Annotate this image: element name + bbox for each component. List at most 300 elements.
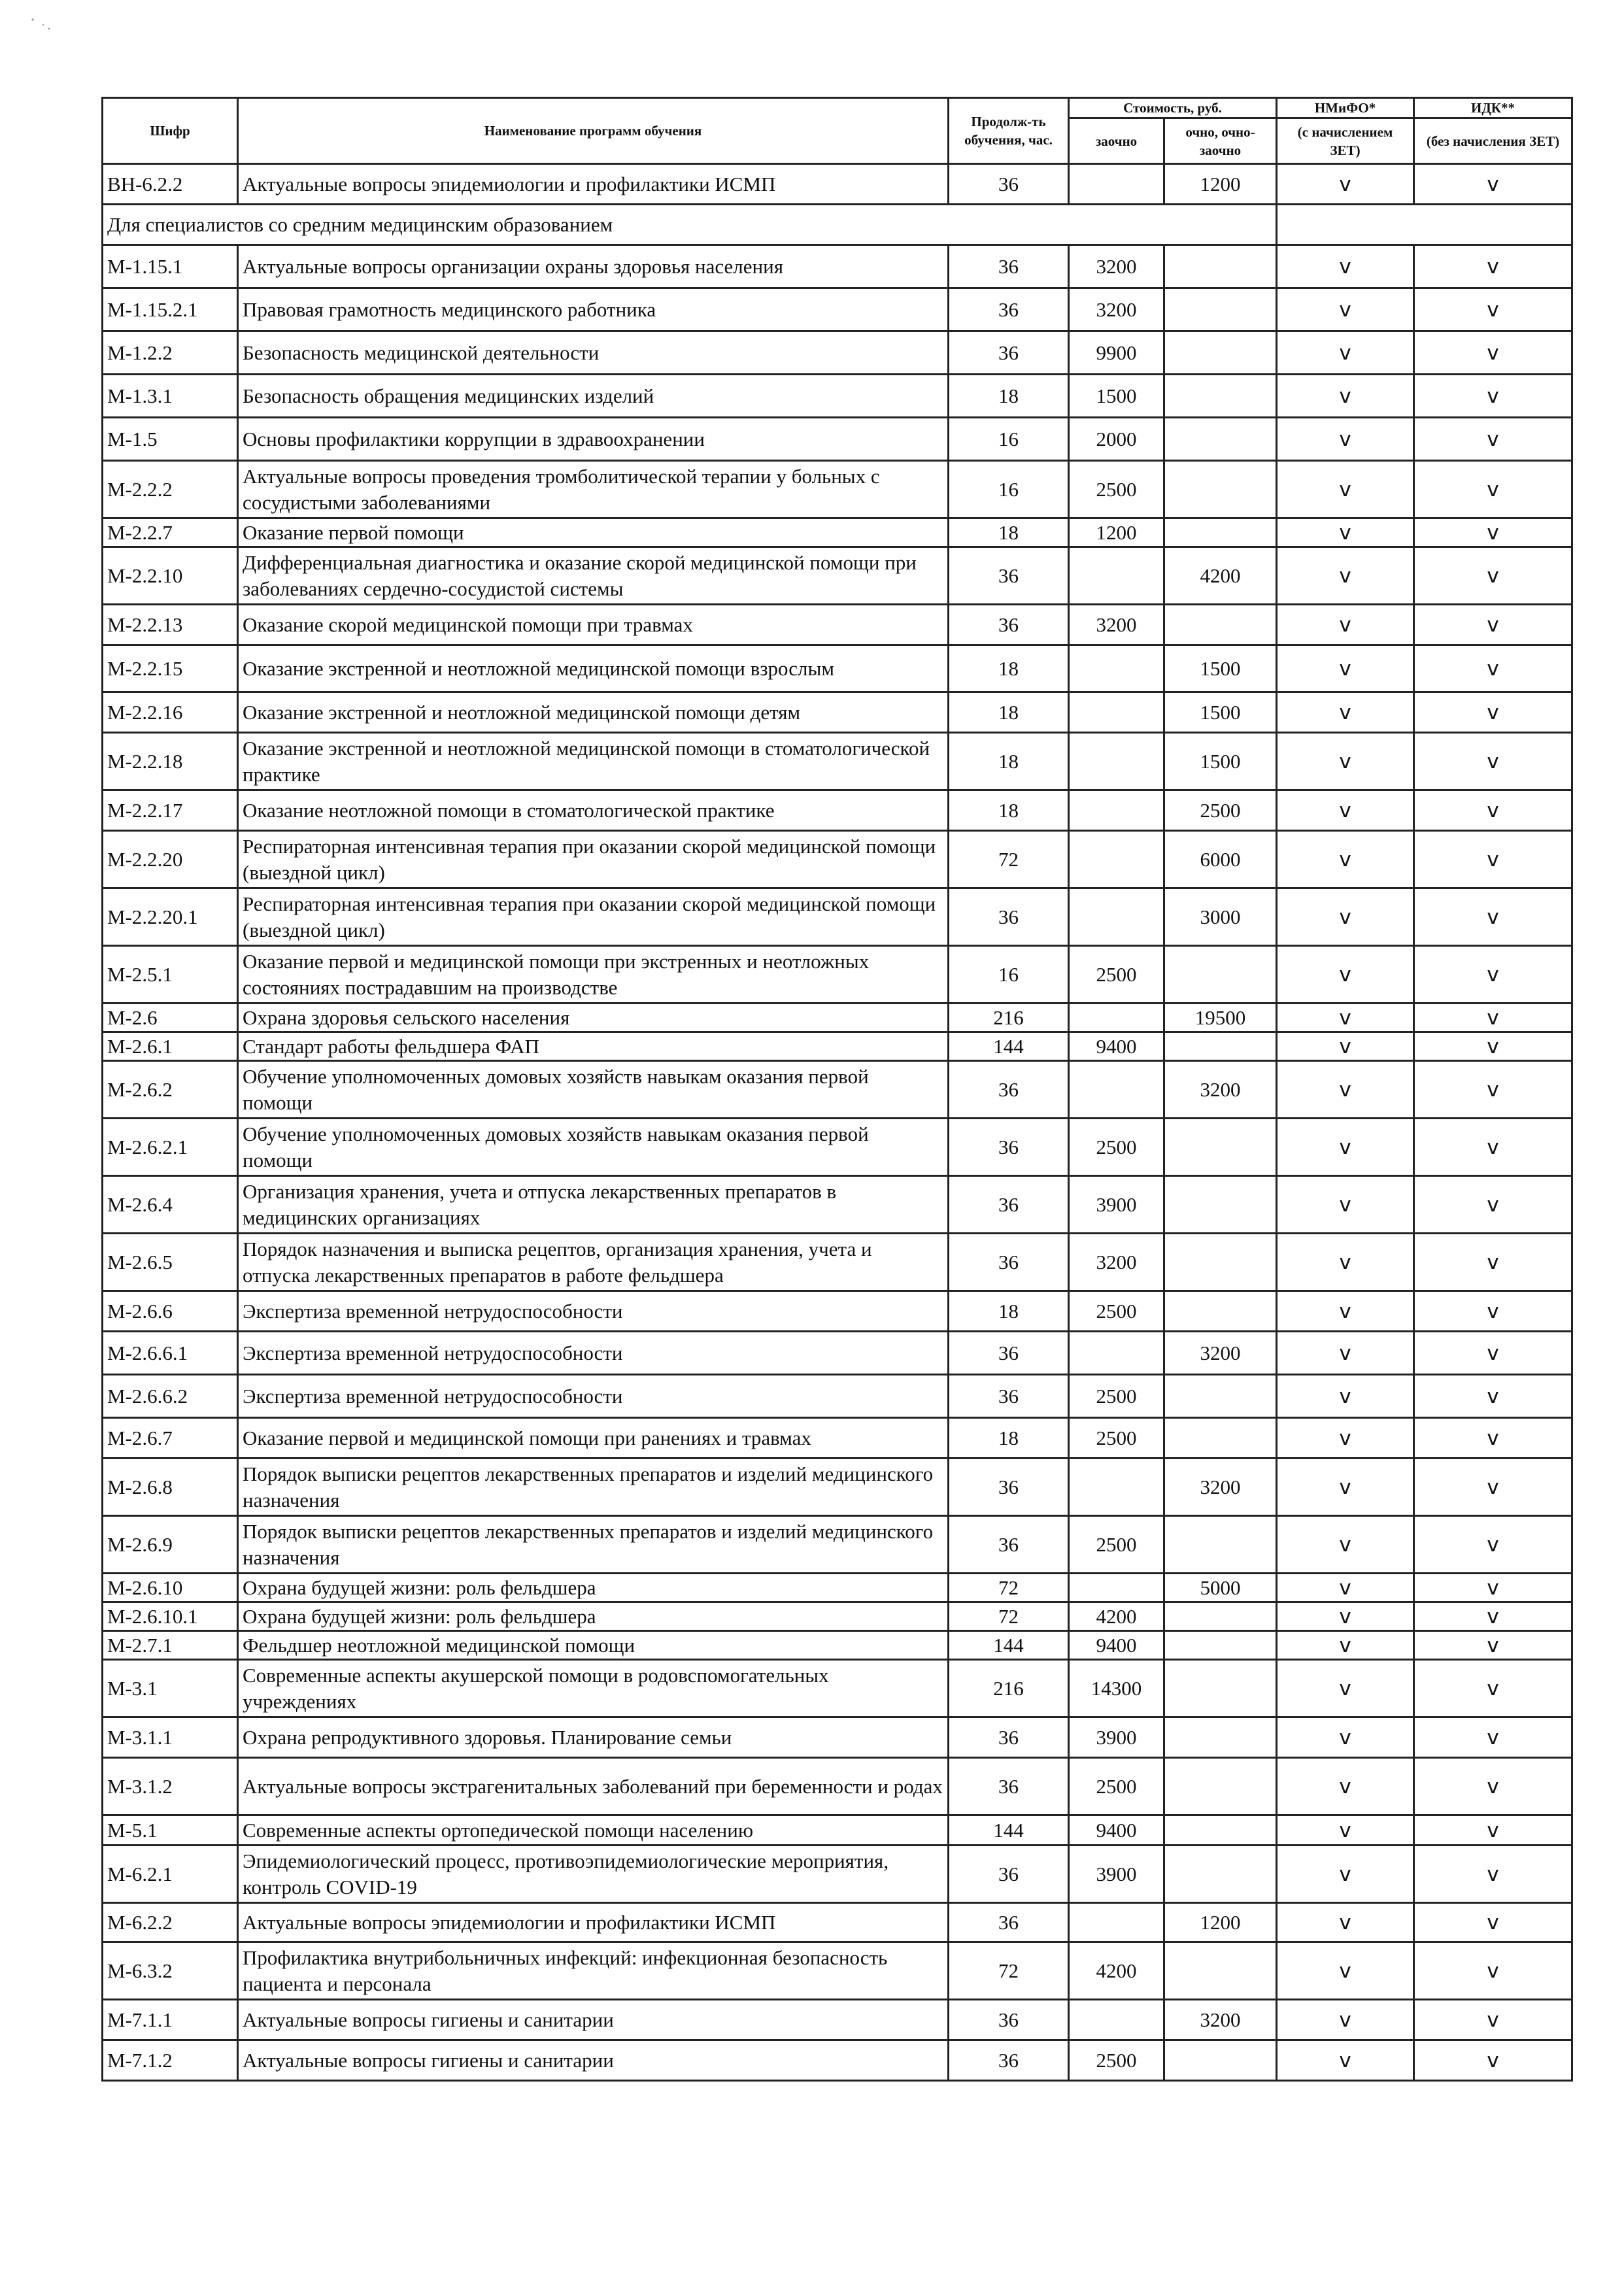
row-name: Оказание неотложной помощи в стоматологической практике bbox=[238, 790, 949, 831]
row-cost-mixed bbox=[1164, 461, 1277, 518]
row-name: Оказание скорой медицинской помощи при травмах bbox=[238, 605, 949, 645]
row-cost-distance bbox=[1069, 645, 1164, 692]
row-code: М-2.2.10 bbox=[103, 547, 238, 605]
row-idk-mark: v bbox=[1414, 1516, 1572, 1574]
row-idk-mark: v bbox=[1414, 1375, 1572, 1418]
row-code: М-2.6.2 bbox=[103, 1061, 238, 1119]
table-row bbox=[103, 518, 1572, 547]
row-idk-mark: v bbox=[1414, 888, 1572, 946]
row-cost-mixed: 1500 bbox=[1164, 645, 1277, 692]
header-nmifo-note: (с начислением ЗЕТ) bbox=[1277, 118, 1414, 164]
row-nmifo-mark: v bbox=[1277, 2040, 1414, 2081]
row-idk-mark: v bbox=[1414, 1717, 1572, 1758]
row-cost-mixed bbox=[1164, 1176, 1277, 1234]
row-code: М-2.6.2.1 bbox=[103, 1119, 238, 1176]
row-name: Обучение уполномоченных домовых хозяйств навыкам оказания первой помощи bbox=[238, 1119, 949, 1176]
row-idk-mark: v bbox=[1414, 245, 1572, 288]
row-cost-mixed bbox=[1164, 1516, 1277, 1574]
row-hours: 144 bbox=[949, 1815, 1069, 1846]
row-code: М-2.6.4 bbox=[103, 1176, 238, 1234]
row-code: М-2.6.9 bbox=[103, 1516, 238, 1574]
row-idk-mark: v bbox=[1414, 1631, 1572, 1660]
row-code: М-2.7.1 bbox=[103, 1631, 238, 1660]
table-row bbox=[103, 1032, 1572, 1061]
row-hours: 36 bbox=[949, 1119, 1069, 1176]
row-name: Актуальные вопросы эпидемиологии и профилактики ИСМП bbox=[238, 164, 949, 205]
row-nmifo-mark: v bbox=[1277, 1291, 1414, 1332]
row-name: Современные аспекты ортопедической помощи населению bbox=[238, 1815, 949, 1846]
row-idk-mark: v bbox=[1414, 1846, 1572, 1903]
row-nmifo-mark: v bbox=[1277, 1061, 1414, 1119]
row-name: Правовая грамотность медицинского работника bbox=[238, 288, 949, 331]
row-cost-mixed: 6000 bbox=[1164, 831, 1277, 888]
row-name: Респираторная интенсивная терапия при оказании скорой медицинской помощи (выездной цикл) bbox=[238, 888, 949, 946]
table-row bbox=[103, 2040, 1572, 2081]
row-name: Профилактика внутрибольничных инфекций: инфекционная безопасность пациента и персонала bbox=[238, 1942, 949, 2000]
row-name: Оказание экстренной и неотложной медицинской помощи в стоматологической практике bbox=[238, 733, 949, 790]
row-code: М-3.1.1 bbox=[103, 1717, 238, 1758]
row-code: М-1.15.2.1 bbox=[103, 288, 238, 331]
row-name: Актуальные вопросы гигиены и санитарии bbox=[238, 2040, 949, 2081]
row-name: Обучение уполномоченных домовых хозяйств навыкам оказания первой помощи bbox=[238, 1061, 949, 1119]
row-cost-distance: 9400 bbox=[1069, 1815, 1164, 1846]
table-row bbox=[103, 1119, 1572, 1176]
row-hours: 36 bbox=[949, 1846, 1069, 1903]
table-row bbox=[103, 888, 1572, 946]
row-idk-mark: v bbox=[1414, 1234, 1572, 1291]
row-nmifo-mark: v bbox=[1277, 831, 1414, 888]
price-table bbox=[101, 97, 1573, 2082]
row-idk-mark: v bbox=[1414, 1176, 1572, 1234]
row-code: М-2.2.2 bbox=[103, 461, 238, 518]
row-name: Оказание экстренной и неотложной медицинской помощи взрослым bbox=[238, 645, 949, 692]
row-name: Актуальные вопросы эпидемиологии и профилактики ИСМП bbox=[238, 1903, 949, 1942]
row-hours: 36 bbox=[949, 1903, 1069, 1942]
row-nmifo-mark: v bbox=[1277, 1717, 1414, 1758]
row-cost-distance: 3900 bbox=[1069, 1846, 1164, 1903]
row-cost-mixed: 19500 bbox=[1164, 1004, 1277, 1032]
row-hours: 18 bbox=[949, 645, 1069, 692]
row-nmifo-mark: v bbox=[1277, 1602, 1414, 1631]
row-hours: 36 bbox=[949, 245, 1069, 288]
row-cost-distance bbox=[1069, 1004, 1164, 1032]
row-cost-distance bbox=[1069, 733, 1164, 790]
row-nmifo-mark: v bbox=[1277, 518, 1414, 547]
table-row bbox=[103, 1176, 1572, 1234]
row-code: М-1.5 bbox=[103, 418, 238, 461]
row-idk-mark: v bbox=[1414, 1119, 1572, 1176]
row-nmifo-mark: v bbox=[1277, 1574, 1414, 1602]
table-row bbox=[103, 1602, 1572, 1631]
row-idk-mark: v bbox=[1414, 1459, 1572, 1516]
row-name: Экспертиза временной нетрудоспособности bbox=[238, 1291, 949, 1332]
row-idk-mark: v bbox=[1414, 2000, 1572, 2040]
row-hours: 72 bbox=[949, 831, 1069, 888]
row-cost-mixed bbox=[1164, 2040, 1277, 2081]
row-code: М-2.2.17 bbox=[103, 790, 238, 831]
scan-speck bbox=[29, 14, 55, 34]
row-cost-distance bbox=[1069, 790, 1164, 831]
table-row bbox=[103, 1459, 1572, 1516]
row-name: Организация хранения, учета и отпуска лекарственных препаратов в медицинских организациях bbox=[238, 1176, 949, 1234]
row-hours: 72 bbox=[949, 1942, 1069, 2000]
table-row bbox=[103, 831, 1572, 888]
row-name: Оказание первой и медицинской помощи при ранениях и травмах bbox=[238, 1418, 949, 1459]
row-cost-distance bbox=[1069, 888, 1164, 946]
row-nmifo-mark: v bbox=[1277, 1942, 1414, 2000]
row-idk-mark: v bbox=[1414, 1574, 1572, 1602]
row-code: М-2.2.20.1 bbox=[103, 888, 238, 946]
row-code: М-7.1.1 bbox=[103, 2000, 238, 2040]
row-nmifo-mark: v bbox=[1277, 1815, 1414, 1846]
row-code: М-2.5.1 bbox=[103, 946, 238, 1004]
row-code: М-6.2.2 bbox=[103, 1903, 238, 1942]
row-nmifo-mark: v bbox=[1277, 1032, 1414, 1061]
row-cost-distance bbox=[1069, 692, 1164, 733]
row-name: Безопасность обращения медицинских изделий bbox=[238, 375, 949, 418]
section-empty-cell bbox=[1277, 205, 1572, 245]
row-cost-distance: 2500 bbox=[1069, 1516, 1164, 1574]
row-cost-distance: 2500 bbox=[1069, 1291, 1164, 1332]
row-nmifo-mark: v bbox=[1277, 946, 1414, 1004]
row-nmifo-mark: v bbox=[1277, 375, 1414, 418]
row-nmifo-mark: v bbox=[1277, 733, 1414, 790]
row-cost-mixed bbox=[1164, 946, 1277, 1004]
row-cost-mixed bbox=[1164, 1234, 1277, 1291]
row-idk-mark: v bbox=[1414, 518, 1572, 547]
row-name: Порядок выписки рецептов лекарственных препаратов и изделий медицинского назначения bbox=[238, 1516, 949, 1574]
row-cost-mixed: 5000 bbox=[1164, 1574, 1277, 1602]
row-nmifo-mark: v bbox=[1277, 245, 1414, 288]
header-nmifo: НМиФО* bbox=[1277, 98, 1414, 118]
row-cost-distance: 2500 bbox=[1069, 1119, 1164, 1176]
row-name: Оказание первой помощи bbox=[238, 518, 949, 547]
row-cost-mixed bbox=[1164, 1815, 1277, 1846]
row-idk-mark: v bbox=[1414, 1291, 1572, 1332]
row-cost-distance: 1200 bbox=[1069, 518, 1164, 547]
row-cost-mixed bbox=[1164, 1660, 1277, 1717]
row-cost-mixed: 1200 bbox=[1164, 164, 1277, 205]
row-cost-mixed bbox=[1164, 1375, 1277, 1418]
row-code: М-2.6.6 bbox=[103, 1291, 238, 1332]
row-idk-mark: v bbox=[1414, 331, 1572, 375]
row-cost-mixed bbox=[1164, 245, 1277, 288]
row-cost-distance: 9900 bbox=[1069, 331, 1164, 375]
table-row bbox=[103, 288, 1572, 331]
table-row bbox=[103, 1061, 1572, 1119]
row-cost-distance bbox=[1069, 2000, 1164, 2040]
row-hours: 18 bbox=[949, 790, 1069, 831]
row-cost-distance: 2500 bbox=[1069, 1375, 1164, 1418]
row-idk-mark: v bbox=[1414, 288, 1572, 331]
row-hours: 18 bbox=[949, 518, 1069, 547]
header-cost-distance: заочно bbox=[1069, 118, 1164, 164]
row-name: Современные аспекты акушерской помощи в родовспомогательных учреждениях bbox=[238, 1660, 949, 1717]
row-cost-distance bbox=[1069, 831, 1164, 888]
row-code: М-2.6.1 bbox=[103, 1032, 238, 1061]
row-cost-distance: 3200 bbox=[1069, 288, 1164, 331]
table-row bbox=[103, 1631, 1572, 1660]
row-nmifo-mark: v bbox=[1277, 1516, 1414, 1574]
row-name: Актуальные вопросы организации охраны здоровья населения bbox=[238, 245, 949, 288]
row-cost-mixed: 1200 bbox=[1164, 1903, 1277, 1942]
row-name: Актуальные вопросы гигиены и санитарии bbox=[238, 2000, 949, 2040]
row-cost-mixed: 3000 bbox=[1164, 888, 1277, 946]
row-hours: 72 bbox=[949, 1602, 1069, 1631]
row-hours: 36 bbox=[949, 1459, 1069, 1516]
row-code: М-2.2.15 bbox=[103, 645, 238, 692]
row-nmifo-mark: v bbox=[1277, 1903, 1414, 1942]
row-name: Охрана здоровья сельского населения bbox=[238, 1004, 949, 1032]
row-nmifo-mark: v bbox=[1277, 1375, 1414, 1418]
row-cost-distance: 2500 bbox=[1069, 461, 1164, 518]
table-row bbox=[103, 418, 1572, 461]
row-hours: 216 bbox=[949, 1660, 1069, 1717]
row-hours: 36 bbox=[949, 1375, 1069, 1418]
row-nmifo-mark: v bbox=[1277, 2000, 1414, 2040]
row-code: М-1.15.1 bbox=[103, 245, 238, 288]
row-cost-mixed bbox=[1164, 1291, 1277, 1332]
row-hours: 18 bbox=[949, 1291, 1069, 1332]
row-cost-distance: 2500 bbox=[1069, 946, 1164, 1004]
row-hours: 18 bbox=[949, 733, 1069, 790]
row-cost-mixed: 3200 bbox=[1164, 2000, 1277, 2040]
row-hours: 36 bbox=[949, 2040, 1069, 2081]
row-code: М-1.2.2 bbox=[103, 331, 238, 375]
row-nmifo-mark: v bbox=[1277, 461, 1414, 518]
row-idk-mark: v bbox=[1414, 1758, 1572, 1815]
row-idk-mark: v bbox=[1414, 418, 1572, 461]
row-code: М-2.2.16 bbox=[103, 692, 238, 733]
table-row bbox=[103, 1717, 1572, 1758]
row-nmifo-mark: v bbox=[1277, 1004, 1414, 1032]
table-body bbox=[103, 164, 1572, 2081]
table-row bbox=[103, 645, 1572, 692]
row-hours: 36 bbox=[949, 1234, 1069, 1291]
row-code: М-2.2.20 bbox=[103, 831, 238, 888]
row-name: Стандарт работы фельдшера ФАП bbox=[238, 1032, 949, 1061]
row-hours: 72 bbox=[949, 1574, 1069, 1602]
header-cost-mixed: очно, очно-заочно bbox=[1164, 118, 1277, 164]
row-hours: 36 bbox=[949, 288, 1069, 331]
row-cost-mixed: 4200 bbox=[1164, 547, 1277, 605]
row-idk-mark: v bbox=[1414, 1602, 1572, 1631]
row-nmifo-mark: v bbox=[1277, 1660, 1414, 1717]
table-row bbox=[103, 461, 1572, 518]
row-nmifo-mark: v bbox=[1277, 164, 1414, 205]
row-idk-mark: v bbox=[1414, 1903, 1572, 1942]
row-name: Безопасность медицинской деятельности bbox=[238, 331, 949, 375]
row-code: М-2.2.18 bbox=[103, 733, 238, 790]
row-idk-mark: v bbox=[1414, 164, 1572, 205]
row-nmifo-mark: v bbox=[1277, 288, 1414, 331]
row-hours: 216 bbox=[949, 1004, 1069, 1032]
row-idk-mark: v bbox=[1414, 1032, 1572, 1061]
table-row bbox=[103, 245, 1572, 288]
row-idk-mark: v bbox=[1414, 1332, 1572, 1375]
row-nmifo-mark: v bbox=[1277, 1234, 1414, 1291]
row-cost-distance: 2500 bbox=[1069, 2040, 1164, 2081]
row-nmifo-mark: v bbox=[1277, 692, 1414, 733]
row-code: М-2.2.7 bbox=[103, 518, 238, 547]
row-code: М-2.6.5 bbox=[103, 1234, 238, 1291]
table-row bbox=[103, 1291, 1572, 1332]
table-row bbox=[103, 946, 1572, 1004]
row-cost-mixed: 3200 bbox=[1164, 1459, 1277, 1516]
table-row bbox=[103, 331, 1572, 375]
row-idk-mark: v bbox=[1414, 461, 1572, 518]
row-cost-mixed bbox=[1164, 1942, 1277, 2000]
row-name: Актуальные вопросы проведения тромболитической терапии у больных с сосудистыми заболеваниями bbox=[238, 461, 949, 518]
row-cost-mixed bbox=[1164, 1119, 1277, 1176]
row-nmifo-mark: v bbox=[1277, 1631, 1414, 1660]
row-cost-distance: 3900 bbox=[1069, 1717, 1164, 1758]
header-idk-note: (без начисления ЗЕТ) bbox=[1414, 118, 1572, 164]
row-hours: 36 bbox=[949, 1758, 1069, 1815]
row-hours: 36 bbox=[949, 1516, 1069, 1574]
row-cost-mixed bbox=[1164, 1846, 1277, 1903]
row-cost-distance bbox=[1069, 1574, 1164, 1602]
row-hours: 36 bbox=[949, 605, 1069, 645]
row-code: М-2.6.8 bbox=[103, 1459, 238, 1516]
row-nmifo-mark: v bbox=[1277, 1846, 1414, 1903]
row-nmifo-mark: v bbox=[1277, 790, 1414, 831]
table-row bbox=[103, 1758, 1572, 1815]
row-hours: 16 bbox=[949, 418, 1069, 461]
row-cost-mixed bbox=[1164, 1602, 1277, 1631]
table-row bbox=[103, 733, 1572, 790]
row-code: М-2.6.10 bbox=[103, 1574, 238, 1602]
table-row bbox=[103, 1234, 1572, 1291]
row-code: М-3.1.2 bbox=[103, 1758, 238, 1815]
row-name: Эпидемиологический процесс, противоэпидемиологические мероприятия, контроль COVID-19 bbox=[238, 1846, 949, 1903]
row-name: Оказание первой и медицинской помощи при экстренных и неотложных состояниях пострадавшим на производстве bbox=[238, 946, 949, 1004]
row-idk-mark: v bbox=[1414, 1418, 1572, 1459]
row-code: М-1.3.1 bbox=[103, 375, 238, 418]
row-cost-mixed: 1500 bbox=[1164, 692, 1277, 733]
row-name: Порядок назначения и выписка рецептов, организация хранения, учета и отпуска лекарственных препаратов в работе фельдшера bbox=[238, 1234, 949, 1291]
row-hours: 144 bbox=[949, 1032, 1069, 1061]
row-nmifo-mark: v bbox=[1277, 1119, 1414, 1176]
row-name: Экспертиза временной нетрудоспособности bbox=[238, 1332, 949, 1375]
row-nmifo-mark: v bbox=[1277, 331, 1414, 375]
row-hours: 36 bbox=[949, 331, 1069, 375]
row-cost-mixed bbox=[1164, 605, 1277, 645]
row-nmifo-mark: v bbox=[1277, 418, 1414, 461]
row-name: Охрана репродуктивного здоровья. Планирование семьи bbox=[238, 1717, 949, 1758]
row-cost-mixed bbox=[1164, 1032, 1277, 1061]
row-code: М-2.2.13 bbox=[103, 605, 238, 645]
row-hours: 16 bbox=[949, 946, 1069, 1004]
row-idk-mark: v bbox=[1414, 375, 1572, 418]
row-code: М-6.2.1 bbox=[103, 1846, 238, 1903]
table-row bbox=[103, 1004, 1572, 1032]
row-hours: 18 bbox=[949, 692, 1069, 733]
row-name: Оказание экстренной и неотложной медицинской помощи детям bbox=[238, 692, 949, 733]
table-row bbox=[103, 1942, 1572, 2000]
row-nmifo-mark: v bbox=[1277, 605, 1414, 645]
row-cost-mixed bbox=[1164, 418, 1277, 461]
row-cost-mixed bbox=[1164, 1717, 1277, 1758]
row-code: М-2.6.7 bbox=[103, 1418, 238, 1459]
table-row bbox=[103, 1418, 1572, 1459]
row-cost-distance: 2000 bbox=[1069, 418, 1164, 461]
row-nmifo-mark: v bbox=[1277, 1418, 1414, 1459]
table-row bbox=[103, 547, 1572, 605]
row-cost-distance bbox=[1069, 164, 1164, 205]
row-cost-distance: 9400 bbox=[1069, 1631, 1164, 1660]
row-cost-mixed bbox=[1164, 288, 1277, 331]
row-cost-distance: 9400 bbox=[1069, 1032, 1164, 1061]
row-hours: 16 bbox=[949, 461, 1069, 518]
row-name: Охрана будущей жизни: роль фельдшера bbox=[238, 1574, 949, 1602]
row-code: М-2.6.6.2 bbox=[103, 1375, 238, 1418]
row-name: Порядок выписки рецептов лекарственных препаратов и изделий медицинского назначения bbox=[238, 1459, 949, 1516]
row-idk-mark: v bbox=[1414, 2040, 1572, 2081]
row-cost-mixed bbox=[1164, 1758, 1277, 1815]
row-hours: 36 bbox=[949, 1176, 1069, 1234]
row-cost-distance bbox=[1069, 1061, 1164, 1119]
row-code: М-5.1 bbox=[103, 1815, 238, 1846]
section-row bbox=[103, 205, 1572, 245]
table-row bbox=[103, 790, 1572, 831]
row-idk-mark: v bbox=[1414, 547, 1572, 605]
row-cost-mixed bbox=[1164, 375, 1277, 418]
header-name: Наименование программ обучения bbox=[238, 98, 949, 164]
row-cost-distance: 3900 bbox=[1069, 1176, 1164, 1234]
row-cost-mixed bbox=[1164, 1631, 1277, 1660]
row-idk-mark: v bbox=[1414, 946, 1572, 1004]
row-nmifo-mark: v bbox=[1277, 547, 1414, 605]
row-cost-distance: 3200 bbox=[1069, 245, 1164, 288]
row-name: Охрана будущей жизни: роль фельдшера bbox=[238, 1602, 949, 1631]
row-cost-distance: 2500 bbox=[1069, 1758, 1164, 1815]
row-cost-distance: 14300 bbox=[1069, 1660, 1164, 1717]
row-idk-mark: v bbox=[1414, 1061, 1572, 1119]
row-code: ВН-6.2.2 bbox=[103, 164, 238, 205]
row-code: М-7.1.2 bbox=[103, 2040, 238, 2081]
table-row bbox=[103, 1660, 1572, 1717]
row-code: М-3.1 bbox=[103, 1660, 238, 1717]
row-cost-distance bbox=[1069, 547, 1164, 605]
row-cost-distance: 4200 bbox=[1069, 1602, 1164, 1631]
row-cost-distance: 1500 bbox=[1069, 375, 1164, 418]
row-cost-mixed: 3200 bbox=[1164, 1332, 1277, 1375]
table-row bbox=[103, 692, 1572, 733]
row-hours: 36 bbox=[949, 888, 1069, 946]
table-header bbox=[103, 98, 1572, 164]
table-row bbox=[103, 1815, 1572, 1846]
row-code: М-2.6 bbox=[103, 1004, 238, 1032]
table-row bbox=[103, 1574, 1572, 1602]
table-row bbox=[103, 1903, 1572, 1942]
row-hours: 36 bbox=[949, 2000, 1069, 2040]
row-cost-distance bbox=[1069, 1903, 1164, 1942]
row-cost-mixed bbox=[1164, 331, 1277, 375]
row-hours: 18 bbox=[949, 1418, 1069, 1459]
header-code: Шифр bbox=[103, 98, 238, 164]
row-nmifo-mark: v bbox=[1277, 645, 1414, 692]
table-row bbox=[103, 375, 1572, 418]
row-hours: 36 bbox=[949, 164, 1069, 205]
row-name: Экспертиза временной нетрудоспособности bbox=[238, 1375, 949, 1418]
row-idk-mark: v bbox=[1414, 790, 1572, 831]
row-idk-mark: v bbox=[1414, 692, 1572, 733]
row-name: Дифференциальная диагностика и оказание скорой медицинской помощи при заболеваниях сердечно-сосудистой системы bbox=[238, 547, 949, 605]
row-idk-mark: v bbox=[1414, 1004, 1572, 1032]
row-hours: 36 bbox=[949, 1332, 1069, 1375]
row-cost-distance bbox=[1069, 1332, 1164, 1375]
